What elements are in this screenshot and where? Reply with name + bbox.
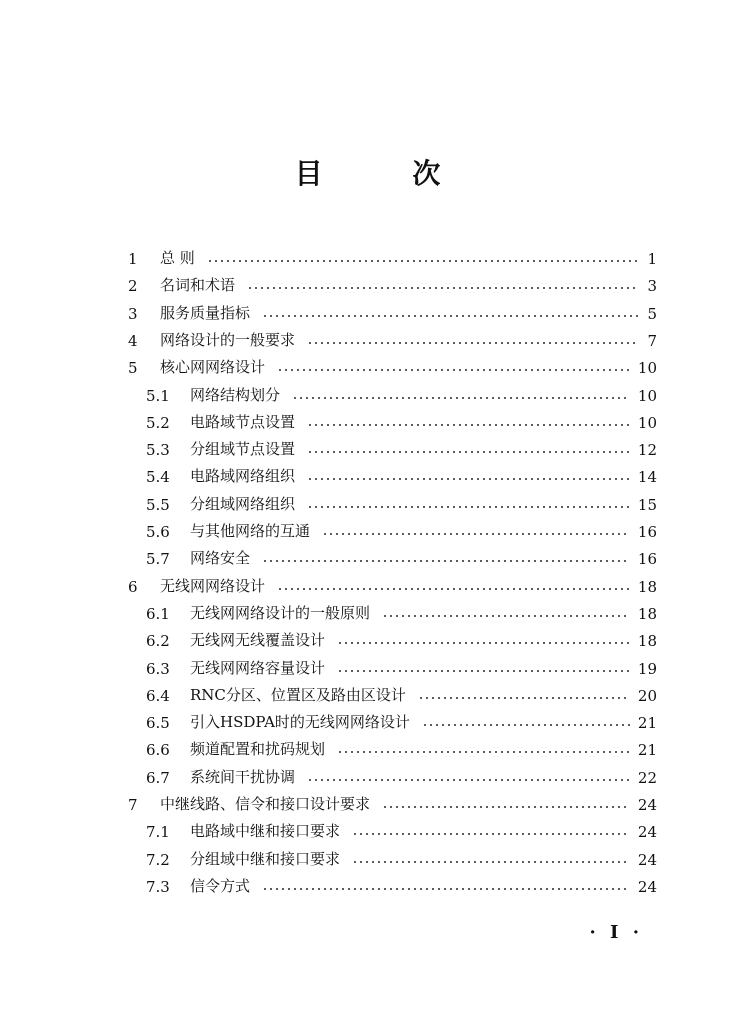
toc-leader-dots — [307, 342, 639, 344]
toc-entry-label: 信令方式 — [190, 876, 251, 895]
toc-leader-dots — [277, 369, 630, 371]
toc-entry-page: 21 — [637, 714, 657, 733]
toc-entry[interactable] — [0, 710, 735, 732]
toc-entry-page: 14 — [637, 468, 657, 487]
toc-entry[interactable] — [0, 519, 735, 541]
toc-entry-label: 频道配置和扰码规划 — [190, 740, 326, 759]
toc-entry-label: 无线网无线覆盖设计 — [190, 631, 326, 650]
toc-entry-page: 24 — [637, 877, 657, 896]
toc-entry-label: 引入HSDPA时的无线网网络设计 — [190, 713, 410, 732]
toc-entry-number: 6.7 — [146, 768, 170, 787]
toc-entry-label: 无线网网络容量设计 — [190, 658, 326, 677]
toc-leader-dots — [337, 642, 630, 644]
toc-leader-dots — [247, 287, 639, 289]
toc-entry-number: 5 — [128, 359, 138, 378]
toc-entry-label: RNC分区、位置区及路由区设计 — [190, 685, 406, 704]
toc-leader-dots — [207, 260, 640, 262]
toc-entry[interactable] — [0, 656, 735, 678]
toc-entry-page: 16 — [637, 523, 657, 541]
toc-entry-label: 系统间干扰协调 — [190, 767, 296, 786]
toc-leader-dots — [307, 478, 630, 480]
toc-entry-number: 5.3 — [146, 441, 170, 460]
toc-entry-number: 1 — [128, 250, 138, 268]
toc-entry-label: 无线网网络设计 — [160, 576, 266, 595]
toc-entry-number: 5.6 — [146, 523, 170, 541]
toc-entry-label: 无线网网络设计的一般原则 — [190, 603, 371, 622]
toc-entry[interactable] — [0, 765, 735, 787]
toc-entry[interactable] — [0, 355, 735, 377]
toc-leader-dots — [307, 451, 630, 453]
toc-entry-label: 中继线路、信令和接口设计要求 — [160, 795, 371, 813]
toc-entry[interactable] — [0, 683, 735, 705]
toc-leader-dots — [382, 806, 630, 808]
toc-entry-page: 18 — [637, 577, 657, 596]
toc-leader-dots — [262, 888, 630, 890]
toc-entry[interactable] — [0, 437, 735, 459]
toc-entry[interactable] — [0, 574, 735, 596]
toc-entry-page: 20 — [637, 686, 657, 705]
toc-entry-number: 5.7 — [146, 550, 170, 569]
toc-entry-page: 1 — [647, 250, 657, 268]
toc-entry-number: 7.1 — [146, 823, 170, 842]
toc-entry[interactable] — [0, 792, 735, 814]
toc-entry-page: 24 — [637, 823, 657, 842]
toc-entry[interactable] — [0, 601, 735, 623]
toc-entry-label: 总 则 — [160, 249, 195, 267]
toc-leader-dots — [277, 588, 630, 590]
toc-entry-label: 网络安全 — [190, 549, 251, 568]
toc-entry-number: 2 — [128, 277, 138, 296]
toc-entry-number: 6.6 — [146, 741, 170, 760]
toc-entry-page: 22 — [637, 768, 657, 787]
toc-entry[interactable] — [0, 410, 735, 432]
toc-entry-page: 19 — [637, 659, 657, 678]
toc-entry-label: 网络设计的一般要求 — [160, 330, 296, 349]
toc-entry[interactable] — [0, 492, 735, 514]
toc-leader-dots — [352, 833, 630, 835]
toc-entry-label: 电路域中继和接口要求 — [190, 822, 341, 841]
toc-entry-page: 18 — [637, 632, 657, 651]
toc-entry-label: 名词和术语 — [160, 276, 236, 295]
toc-entry[interactable] — [0, 847, 735, 869]
toc-entry-number: 6.3 — [146, 659, 170, 678]
toc-entry-page: 12 — [637, 441, 657, 460]
toc-entry-number: 6.5 — [146, 714, 170, 733]
toc-leader-dots — [307, 779, 630, 781]
toc-entry-number: 6 — [128, 577, 138, 596]
toc-entry-number: 6.4 — [146, 686, 170, 705]
toc-leader-dots — [418, 697, 630, 699]
toc-entry-page: 7 — [647, 331, 657, 350]
toc-entry-number: 5.2 — [146, 413, 170, 432]
toc-leader-dots — [307, 506, 630, 508]
toc-entry-number: 7 — [128, 796, 138, 814]
toc-entry-label: 与其他网络的互通 — [190, 522, 311, 540]
toc-entry-number: 7.3 — [146, 877, 170, 896]
toc-entry[interactable] — [0, 874, 735, 896]
toc-entry-page: 10 — [637, 413, 657, 432]
toc-leader-dots — [422, 724, 630, 726]
toc-entry-page: 10 — [637, 386, 657, 405]
toc-entry-page: 15 — [637, 495, 657, 514]
toc-entry-page: 10 — [637, 359, 657, 378]
toc-entry-label: 电路域网络组织 — [190, 467, 296, 486]
toc-entry[interactable] — [0, 628, 735, 650]
toc-leader-dots — [262, 315, 639, 317]
toc-leader-dots — [322, 533, 630, 535]
toc-entry-label: 分组域节点设置 — [190, 440, 296, 459]
toc-entry[interactable] — [0, 301, 735, 323]
toc-leader-dots — [337, 670, 630, 672]
toc-entry[interactable] — [0, 546, 735, 568]
toc-entry-number: 6.2 — [146, 632, 170, 651]
toc-entry-page: 5 — [647, 304, 657, 323]
toc-entry-page: 16 — [637, 550, 657, 569]
toc-entry-label: 分组域网络组织 — [190, 494, 296, 513]
toc-entry-page: 3 — [647, 277, 657, 296]
page-title: 目 次 — [294, 157, 481, 190]
toc-entry[interactable] — [0, 246, 735, 268]
toc-entry-label: 电路域节点设置 — [190, 412, 296, 431]
toc-entry-number: 7.2 — [146, 850, 170, 869]
toc-leader-dots — [292, 397, 630, 399]
toc-entry-label: 网络结构划分 — [190, 385, 281, 404]
toc-leader-dots — [352, 861, 630, 863]
toc-entry-number: 5.1 — [146, 386, 170, 405]
toc-entry-number: 3 — [128, 304, 138, 323]
page-number-footer: · I · — [589, 922, 643, 943]
toc-entry[interactable] — [0, 273, 735, 295]
toc-entry-number: 5.5 — [146, 495, 170, 514]
toc-leader-dots — [382, 615, 630, 617]
toc-entry-label: 服务质量指标 — [160, 303, 251, 322]
toc-entry-page: 21 — [637, 741, 657, 760]
toc-entry-label: 分组域中继和接口要求 — [190, 849, 341, 868]
toc-entry-number: 6.1 — [146, 604, 170, 623]
toc-entry-number: 5.4 — [146, 468, 170, 487]
toc-entry[interactable] — [0, 328, 735, 350]
toc-leader-dots — [307, 424, 630, 426]
toc-entry-page: 24 — [637, 850, 657, 869]
toc-entry[interactable] — [0, 464, 735, 486]
toc-entry-page: 24 — [637, 796, 657, 814]
toc-entry-number: 4 — [128, 331, 138, 350]
toc-entry[interactable] — [0, 383, 735, 405]
toc-leader-dots — [337, 751, 630, 753]
toc-entry-label: 核心网网络设计 — [160, 358, 266, 377]
toc-entry-page: 18 — [637, 604, 657, 623]
toc-leader-dots — [262, 560, 630, 562]
toc-entry[interactable] — [0, 819, 735, 841]
toc-entry[interactable] — [0, 737, 735, 759]
